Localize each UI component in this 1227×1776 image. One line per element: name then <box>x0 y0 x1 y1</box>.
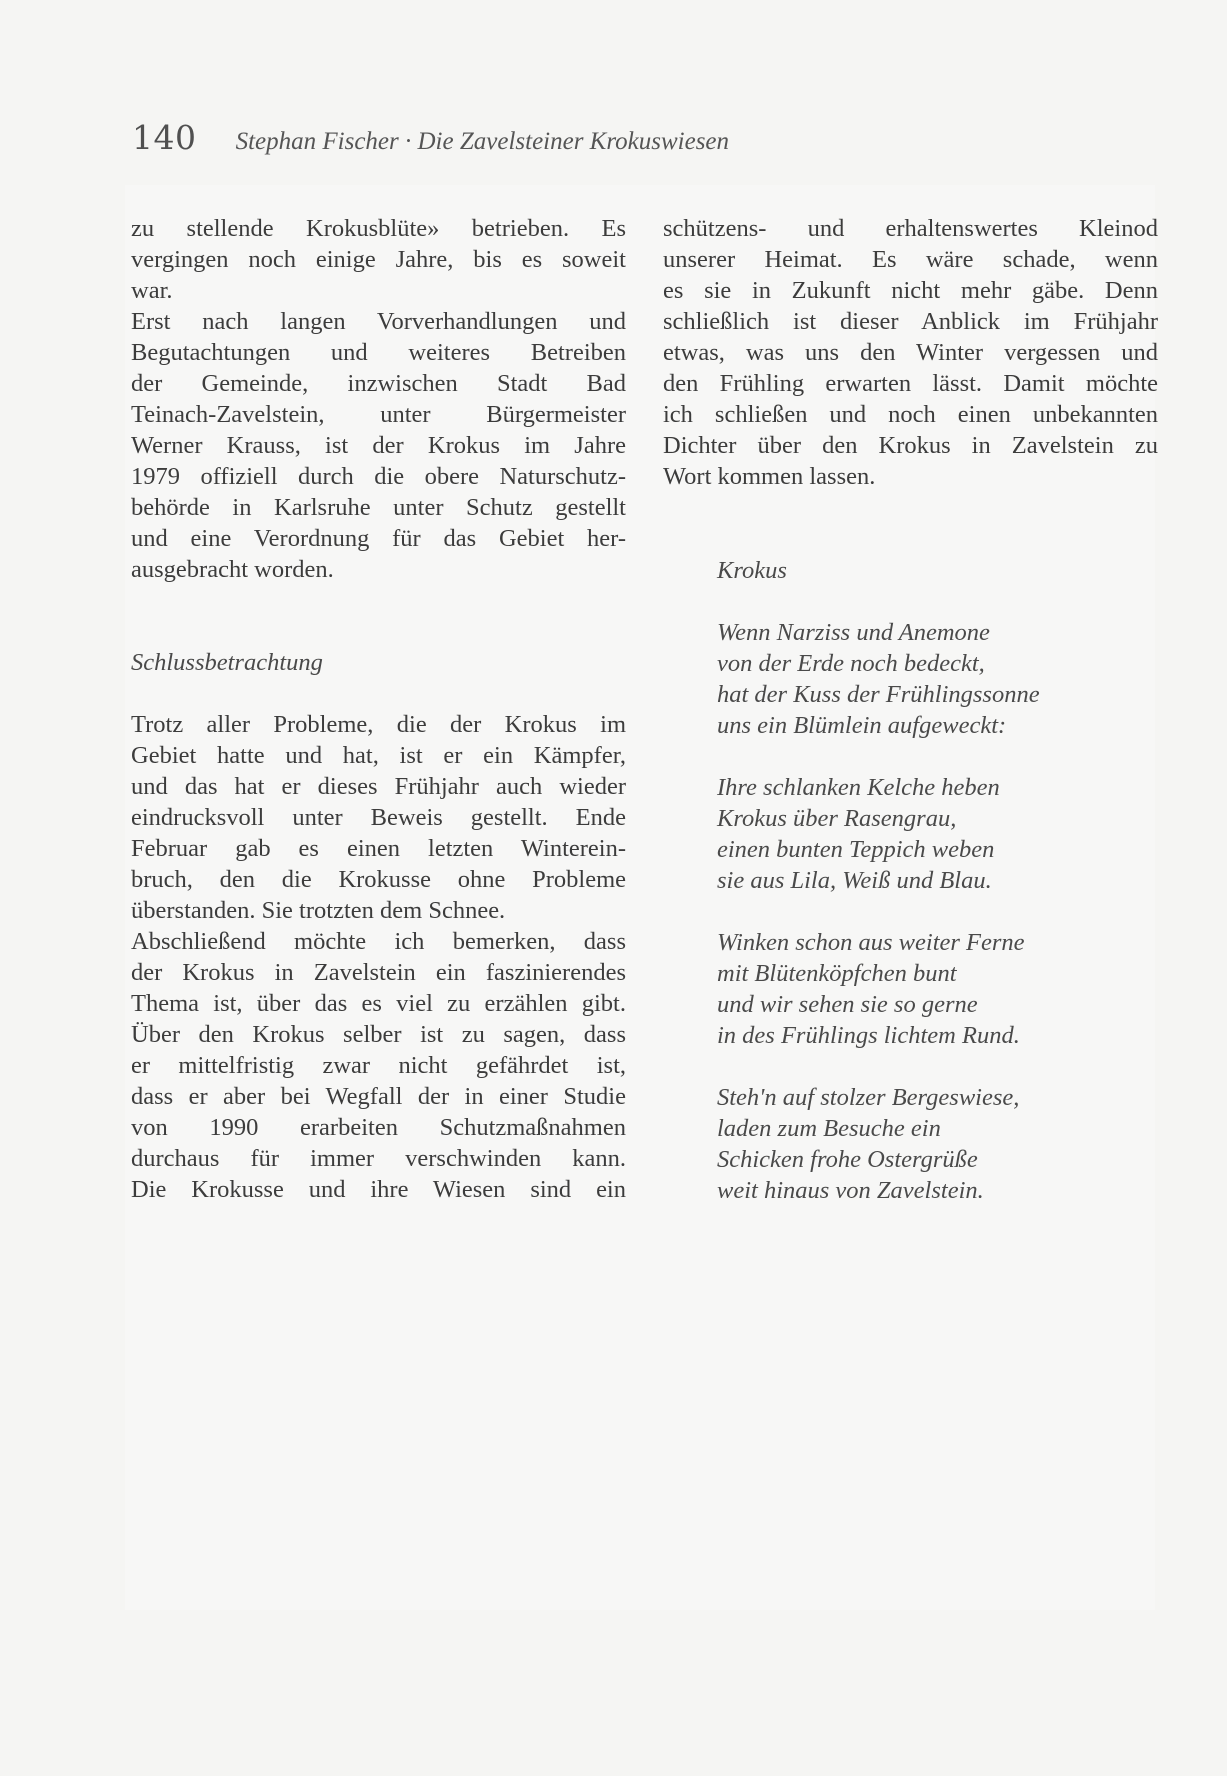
poem-stanza <box>717 772 1040 896</box>
poem-title: Krokus <box>717 557 787 584</box>
text-line: zu stellende Krokusblüte» betrieben. Es <box>131 215 626 242</box>
text-line: behörde in Karlsruhe unter Schutz gestellt <box>131 494 626 521</box>
poem-line: laden zum Besuche ein <box>717 1115 941 1142</box>
left-column <box>131 213 626 1205</box>
paragraph <box>663 213 1158 492</box>
text-line: Dichter über den Krokus in Zavelstein zu <box>663 432 1158 459</box>
text-line: der Gemeinde, inzwischen Stadt Bad <box>131 370 626 397</box>
text-line: unserer Heimat. Es wäre schade, wenn <box>663 246 1158 273</box>
text-line: den Frühling erwarten lässt. Damit möchte <box>663 370 1158 397</box>
text-line: ausgebracht worden. <box>131 556 334 583</box>
text-line: Erst nach langen Vorverhandlungen und <box>131 308 626 335</box>
running-title: Stephan Fischer · Die Zavelsteiner Krokuswiesen <box>235 128 730 155</box>
text-line: durchaus für immer verschwinden kann. <box>131 1145 626 1172</box>
poem-line: uns ein Blümlein aufgeweckt: <box>717 712 1007 739</box>
text-line: etwas, was uns den Winter vergessen und <box>663 339 1158 366</box>
text-line: Februar gab es einen letzten Winterein- <box>131 835 626 862</box>
text-line: und das hat er dieses Frühjahr auch wieder <box>131 773 626 800</box>
text-line: Abschließend möchte ich bemerken, dass <box>131 928 626 955</box>
poem-stanza <box>717 1082 1040 1206</box>
poem-line: Krokus über Rasengrau, <box>717 805 957 832</box>
text-line: schließlich ist dieser Anblick im Frühjahr <box>663 308 1158 335</box>
poem-stanza <box>717 617 1040 741</box>
text-line: dass er aber bei Wegfall der in einer Studie <box>131 1083 626 1110</box>
text-line: es sie in Zukunft nicht mehr gäbe. Denn <box>663 277 1158 304</box>
text-line: bruch, den die Krokusse ohne Probleme <box>131 866 626 893</box>
paragraph <box>131 709 626 926</box>
poem-stanza <box>717 927 1040 1051</box>
poem-line: mit Blütenköpfchen bunt <box>717 960 957 987</box>
poem-line: und wir sehen sie so gerne <box>717 991 978 1018</box>
poem-line: hat der Kuss der Frühlingssonne <box>717 681 1040 708</box>
text-line: Werner Krauss, ist der Krokus im Jahre <box>131 432 626 459</box>
text-line: Teinach-Zavelstein, unter Bürgermeister <box>131 401 626 428</box>
right-column <box>663 213 1158 492</box>
text-line: Thema ist, über das es viel zu erzählen gibt. <box>131 990 626 1017</box>
poem-line: Ihre schlanken Kelche heben <box>717 774 1000 801</box>
poem-line: Wenn Narziss und Anemone <box>717 619 990 646</box>
text-line: der Krokus in Zavelstein ein faszinierendes <box>131 959 626 986</box>
text-line: von 1990 erarbeiten Schutzmaßnahmen <box>131 1114 626 1141</box>
text-line: eindrucksvoll unter Beweis gestellt. Ende <box>131 804 626 831</box>
section-heading: Schlussbetrachtung <box>131 649 323 676</box>
text-line: war. <box>131 277 173 304</box>
poem-line: Steh'n auf stolzer Bergeswiese, <box>717 1084 1020 1111</box>
text-line: schützens- und erhaltenswertes Kleinod <box>663 215 1158 242</box>
poem-line: Schicken frohe Ostergrüße <box>717 1146 978 1173</box>
text-line: er mittelfristig zwar nicht gefährdet ist, <box>131 1052 626 1079</box>
paragraph <box>131 926 626 1205</box>
text-line: Gebiet hatte und hat, ist er ein Kämpfer, <box>131 742 626 769</box>
text-line: 1979 offiziell durch die obere Naturschutz- <box>131 463 626 490</box>
poem-line: weit hinaus von Zavelstein. <box>717 1177 984 1204</box>
poem-line: von der Erde noch bedeckt, <box>717 650 985 677</box>
text-line: Die Krokusse und ihre Wiesen sind ein <box>131 1176 626 1203</box>
text-line: Begutachtungen und weiteres Betreiben <box>131 339 626 366</box>
poem-line: sie aus Lila, Weiß und Blau. <box>717 867 992 894</box>
text-line: Über den Krokus selber ist zu sagen, dass <box>131 1021 626 1048</box>
page-number: 140 <box>132 118 197 157</box>
page-header <box>132 118 729 157</box>
text-line: Trotz aller Probleme, die der Krokus im <box>131 711 626 738</box>
poem-line: einen bunten Teppich weben <box>717 836 995 863</box>
poem <box>717 555 1040 1206</box>
text-line: ich schließen und noch einen unbekannten <box>663 401 1158 428</box>
text-line: Wort kommen lassen. <box>663 463 876 490</box>
text-line: vergingen noch einige Jahre, bis es soweit <box>131 246 626 273</box>
poem-line: Winken schon aus weiter Ferne <box>717 929 1025 956</box>
text-line: und eine Verordnung für das Gebiet her- <box>131 525 626 552</box>
text-line: überstanden. Sie trotzten dem Schnee. <box>131 897 506 924</box>
poem-line: in des Frühlings lichtem Rund. <box>717 1022 1020 1049</box>
paragraph <box>131 306 626 585</box>
paragraph <box>131 213 626 306</box>
